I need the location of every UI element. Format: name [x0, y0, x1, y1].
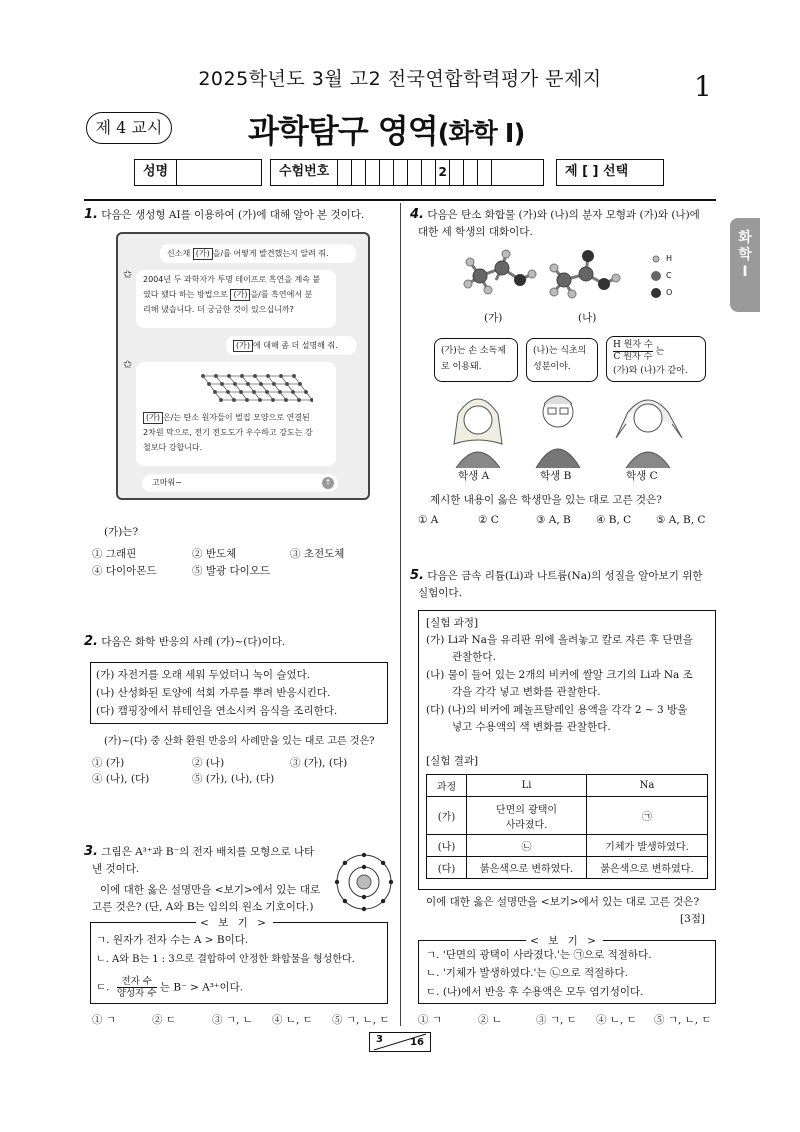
q1-choice-2[interactable]: ② 반도체 — [192, 548, 237, 560]
q2-number: 2. — [84, 634, 98, 649]
q4-stem-2: 대한 세 학생의 대화이다. — [418, 226, 533, 238]
q2-stem: 2. 다음은 화학 반응의 사례 (가)~(다)이다. — [84, 634, 286, 649]
q3-option-1: ㄱ. 원자가 전자 수는 A > B이다. — [96, 934, 249, 946]
student-a-label: 학생 A — [458, 470, 490, 482]
q4-choice-4[interactable]: ④ B, C — [596, 514, 632, 526]
subject-title — [248, 106, 524, 152]
q1-number: 1. — [84, 207, 98, 222]
graphene-lattice-icon — [193, 370, 313, 408]
q4-choice-2[interactable]: ② C — [478, 514, 499, 526]
q2-case-2: (나) 산성화된 토양에 석회 가루를 뿌려 반응시킨다. — [96, 687, 331, 699]
q4-choice-3[interactable]: ③ A, B — [536, 514, 571, 526]
q5-option-3: ㄷ. (나)에서 반응 후 수용액은 모두 염기성이다. — [426, 986, 644, 998]
speech-student-a: (가)는 손 소독제 로 이용돼. — [434, 338, 518, 382]
q5-stem-1: 5. 다음은 금속 리튬(Li)과 나트륨(Na)의 성질을 알아보기 위한 — [410, 568, 703, 583]
q5-procedure-title: [실험 과정] — [426, 617, 479, 629]
legend-h: H — [666, 254, 673, 263]
exam-number-box[interactable] — [270, 159, 544, 186]
legend-o: O — [666, 288, 673, 297]
q5-points: [3점] — [680, 913, 706, 925]
student-c-label: 학생 C — [626, 470, 658, 482]
exam-number-digit: 2 — [436, 160, 450, 185]
q3-stem-4: 고른 것은? (단, A와 B는 임의의 원소 기호이다.) — [92, 901, 314, 913]
column-divider — [400, 203, 401, 1026]
q1-question: (가)는? — [104, 526, 139, 538]
students-illustration — [420, 384, 716, 468]
ai-reply-1: 2004년 두 과학자가 투명 테이프로 흑연을 계속 붙 였다 뗐다 하는 방법으로 (가) 을/를 흑연에서 분 리해 냈습니다. 더 궁금한 것이 있으십니까? — [136, 270, 336, 328]
q4-choice-1[interactable]: ① A — [418, 514, 439, 526]
q3-option-2: ㄴ. A와 B는 1 : 3으로 결합하여 안정한 화합물을 형성한다. — [96, 954, 355, 965]
q3-choice-5[interactable]: ⑤ ㄱ, ㄴ, ㄷ — [332, 1014, 390, 1026]
subject-main: 과학탐구 영역 — [248, 112, 438, 150]
q2-choice-5[interactable]: ⑤ (가), (나), (다) — [192, 773, 275, 785]
q5-choice-1[interactable]: ① ㄱ — [418, 1014, 442, 1026]
selection-box[interactable] — [556, 159, 664, 186]
q5-choice-3[interactable]: ③ ㄱ, ㄷ — [536, 1014, 577, 1026]
q5-choice-4[interactable]: ④ ㄴ, ㄷ — [596, 1014, 637, 1026]
table-row: (나) ㉡ 기체가 발생하였다. — [427, 835, 708, 857]
q4-choice-5[interactable]: ⑤ A, B, C — [656, 514, 706, 526]
q5-step-1: (가) Li과 Na을 유리판 위에 올려놓고 칼로 자른 후 단면을 관찰한다. — [426, 634, 693, 663]
q1-choice-5[interactable]: ⑤ 발광 다이오드 — [192, 565, 271, 577]
q3-choice-1[interactable]: ① ㄱ — [92, 1014, 116, 1026]
q3-stem-1: 3. 그림은 A³⁺과 B⁻의 전자 배치를 모형으로 나타 — [84, 844, 315, 859]
q5-step-3: (다) (나)의 비커에 페놀프탈레인 용액을 각각 2 ~ 3 방울 넣고 수용액의 색 변화를 관찰한다. — [426, 704, 688, 733]
q3-bogi-label: < 보 기 > — [196, 915, 273, 930]
footer-page: 3 — [376, 1034, 383, 1045]
table-row: (가) 단면의 광택이 사라졌다. ㉠ — [427, 797, 708, 835]
q3-number: 3. — [84, 844, 98, 859]
q2-choice-2[interactable]: ② (나) — [192, 757, 225, 769]
q2-choice-3[interactable]: ③ (가), (다) — [290, 757, 348, 769]
exam-number-label: 수험번호 — [271, 160, 338, 185]
page-footer — [369, 1032, 431, 1052]
q3-option-3: ㄷ. 전자 수 양성자 수 는 B⁻ > A³⁺이다. — [96, 976, 244, 999]
q5-choice-2[interactable]: ② ㄴ — [478, 1014, 502, 1026]
q1-choice-4[interactable]: ④ 다이아몬드 — [92, 565, 157, 577]
name-label: 성명 — [135, 160, 177, 185]
q2-question: (가)~(다) 중 산화 환원 반응의 사례만을 있는 대로 고른 것은? — [104, 736, 375, 747]
q4-number: 4. — [410, 207, 424, 222]
q5-option-1: ㄱ. '단면의 광택이 사라졌다.'는 ㉠으로 적절하다. — [426, 949, 652, 961]
q2-choice-4[interactable]: ④ (나), (다) — [92, 773, 150, 785]
q3-choice-2[interactable]: ② ㄷ — [152, 1014, 176, 1026]
table-row: (다) 붉은색으로 변하였다. 붉은색으로 변하였다. — [427, 857, 708, 879]
chat-input-bar[interactable]: 고마워~ ↑ — [142, 474, 338, 492]
q2-case-1: (가) 자전거를 오래 세워 두었더니 녹이 슬었다. — [96, 669, 311, 681]
q1-choice-1[interactable]: ① 그래핀 — [92, 548, 137, 560]
q5-option-2: ㄴ. '기체가 발생하였다.'는 ㉡으로 적절하다. — [426, 967, 628, 979]
molecular-models — [452, 248, 692, 310]
electron-configuration-model — [334, 852, 394, 912]
q4-question: 제시한 내용이 옳은 학생만을 있는 대로 고른 것은? — [430, 494, 662, 506]
q5-bogi-label: < 보 기 > — [526, 933, 603, 948]
legend-c: C — [666, 271, 672, 280]
ai-reply-2: (가) 은/는 탄소 원자들이 벌집 모양으로 연결된 2차원 막으로, 전기 전도도가 우수하고 강도는 강 철보다 강합니다. — [136, 362, 336, 466]
q3-choice-3[interactable]: ③ ㄱ, ㄴ — [212, 1014, 253, 1026]
ai-star-icon: ✩ — [123, 358, 133, 371]
subject-side-tab: 화 학 Ⅰ — [730, 218, 760, 312]
mol-label-a: (가) — [484, 312, 503, 324]
student-b-label: 학생 B — [540, 470, 572, 482]
q5-number: 5. — [410, 568, 424, 583]
table-header-step: 과정 — [427, 775, 467, 797]
subject-sub: (화학 Ⅰ) — [437, 119, 525, 149]
q1-stem: 1. 다음은 생성형 AI를 이용하여 (가)에 대해 알아 본 것이다. — [84, 207, 365, 222]
q3-stem-2: 낸 것이다. — [92, 863, 140, 875]
table-header-na: Na — [587, 775, 708, 797]
name-box[interactable] — [134, 159, 262, 186]
q2-choice-1[interactable]: ① (가) — [92, 757, 125, 769]
q3-fraction: 전자 수 양성자 수 — [116, 976, 157, 999]
q5-choice-5[interactable]: ⑤ ㄱ, ㄴ, ㄷ — [654, 1014, 712, 1026]
q4-stem-1: 4. 다음은 탄소 화합물 (가)와 (나)의 분자 모형과 (가)와 (나)에 — [410, 207, 700, 222]
q5-question: 이에 대한 옳은 설명만을 <보기>에서 있는 대로 고른 것은? — [426, 896, 700, 908]
q5-step-2: (나) 물이 들어 있는 2개의 비커에 쌀알 크기의 Li과 Na 조 각을 각각 넣고 변화를 관찰한다. — [426, 669, 693, 698]
q2-case-3: (다) 캠핑장에서 뷰테인을 연소시켜 음식을 조리한다. — [96, 705, 338, 717]
q5-result-title: [실험 결과] — [426, 755, 479, 767]
user-chat-2: (가) 에 대해 좀 더 설명해 줘. — [226, 336, 356, 355]
send-icon[interactable]: ↑ — [322, 477, 334, 489]
page-number: 1 — [694, 70, 712, 103]
ai-star-icon: ✩ — [123, 268, 133, 281]
q5-result-table — [426, 774, 708, 879]
footer-total: 16 — [410, 1037, 424, 1048]
q5-stem-2: 실험이다. — [418, 587, 462, 599]
user-chat-1: 신소재 (가) 을/를 어떻게 발견했는지 알려 줘. — [160, 244, 356, 263]
selection-label: 제 [ ] 선택 — [565, 164, 629, 179]
period-badge: 제 4 교시 — [86, 112, 172, 144]
exam-title: 2025학년도 3월 고2 전국연합학력평가 문제지 — [198, 68, 602, 90]
q1-choice-3[interactable]: ③ 초전도체 — [290, 548, 345, 560]
speech-student-b: (나)는 식초의 성분이야. — [526, 338, 598, 382]
header-rule — [84, 199, 716, 201]
table-header-li: Li — [467, 775, 587, 797]
speech-student-c: H 원자 수 C 원자 수 는 (가)와 (나)가 같아. — [606, 336, 706, 382]
mol-label-b: (나) — [578, 312, 597, 324]
q3-stem-3: 이에 대한 옳은 설명만을 <보기>에서 있는 대로 — [100, 884, 321, 896]
q3-choice-4[interactable]: ④ ㄴ, ㄷ — [272, 1014, 313, 1026]
